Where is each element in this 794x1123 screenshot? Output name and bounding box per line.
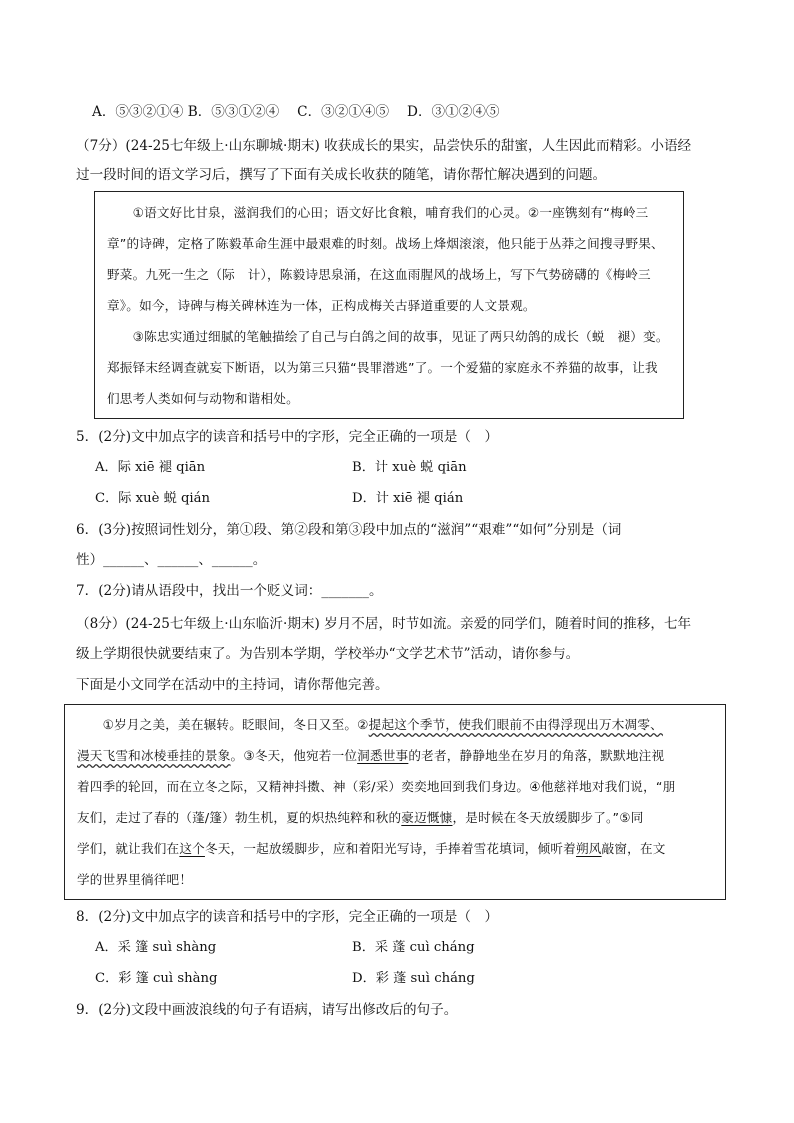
question-8: 8．(2分)文中加点字的读音和括号中的字形，完全正确的一项是（ ） [76,909,499,925]
q5-option-c: C．际 xuè 蜕 qián [95,491,210,506]
q8-option-c: C．彩 篷 cuì shàng [95,971,218,986]
passage1-line: ①语文好比甘泉，滋润我们的心田；语文好比食粮，哺育我们的心灵。②一座镌刻有“梅岭三 [107,205,649,220]
passage1-line: 野菜。九死一生之（际 计），陈毅诗思泉涌，在这血雨腥风的战场上，写下气势磅礴的《梅岭三 [107,267,651,282]
passage1-line: 章”的诗碑，定格了陈毅革命生涯中最艰难的时刻。战场上烽烟滚滚，他只能于丛莽之间搜寻野果、 [107,236,664,251]
passage2-text: 的老者，静静地坐在岁月的角落，默默地注视 [408,748,665,763]
passage2-text: ①岁月之美，美在辗转。眨眼间，冬日又至。② [77,717,369,732]
underlined-word: 这个 [179,841,205,856]
q8-option-d: D．彩 蓬 suì cháng [352,971,475,986]
passage2-line-1 [77,716,663,734]
q5-option-a: A．际 xiē 褪 qiān [95,460,206,475]
q4-options: A．⑤③②①④ B．⑤③①②④ C．③②①④⑤ D．③①②④⑤ [92,104,500,120]
question-9: 9．(2分)文段中画波浪线的句子有语病，请写出修改后的句子。 [76,1002,458,1018]
passage1-line: ③陈忠实通过细腻的笔触描绘了自己与白鸽之间的故事，见证了两只幼鸽的成长（蜕 褪）变。 [107,329,669,344]
passage2-line-3: 着四季的轮回，而在立冬之际，又精神抖擞、神（彩/采）奕奕地回到我们身边。④他慈祥地对我们说，“朋 [77,779,676,794]
section2-intro-line2: 级上学期很快就要结束了。为告别本学期，学校举办“文学艺术节”活动，请你参与。 [76,646,580,662]
underlined-word: 朔风 [575,841,602,856]
question-7: 7．(2分)请从语段中，找出一个贬义词：_______。 [76,583,383,599]
section2-intro-line1: （8分）(24-25七年级上·山东临沂·期末) 岁月不居，时节如流。亲爱的同学们，随着时间的推移，七年 [76,616,692,632]
section1-intro-line2: 过一段时间的语文学习后，撰写了下面有关成长收获的随笔，请你帮忙解决遇到的问题。 [76,167,607,183]
passage2-text: 学们，就让我们在 [77,841,180,856]
wavy-underlined-sentence: 提起这个季节，使我们眼前不由得浮现出万木凋零、 [368,717,663,732]
passage2-line-4 [77,809,644,827]
passage2-line-6: 学的世界里徜徉吧！ [77,872,193,887]
passage-box-1 [94,191,684,419]
passage2-text: 。③冬天，他宛若一位 [230,748,358,763]
question-5: 5．(2分)文中加点字的读音和括号中的字形，完全正确的一项是（ ） [76,429,499,445]
passage2-text: ，是时候在冬天放缓脚步了。”⑤同 [452,810,644,825]
passage2-text: 冬天，一起放缓脚步，应和着阳光写诗，手捧着雪花填词，倾听着 [204,841,576,856]
q8-option-a: A．采 篷 suì shàng [95,940,217,955]
passage1-line: 章》。如今，诗碑与梅关碑林连为一体，正构成梅关古驿道重要的人文景观。 [107,298,536,313]
passage-box-2 [64,704,726,900]
passage2-text: 敲窗，在文 [601,841,666,856]
q5-option-d: D．计 xiē 褪 qián [352,491,464,506]
section2-intro-line3: 下面是小文同学在活动中的主持词，请你帮他完善。 [76,677,389,693]
passage2-line-5 [77,840,666,858]
section1-intro-line1: （7分）(24-25七年级上·山东聊城·期末) 收获成长的果实，品尝快乐的甜蜜，人生因此而精彩。小语经 [76,138,692,154]
question-6-line1: 6．(3分)按照词性划分，第①段、第②段和第③段中加点的“滋润”“艰难”“如何”分别是（词 [76,522,622,538]
passage2-line-2 [77,747,664,765]
q8-option-b: B．采 蓬 cuì cháng [352,940,475,955]
q5-option-b: B．计 xuè 蜕 qiān [352,460,467,475]
underlined-word: 洞悉世事 [357,748,409,763]
passage1-line: 郑振铎末经调查就妄下断语，以为第三只猫“畏罪潜逃”了。一个爱猫的家庭永不养猫的故事，让我 [107,360,658,375]
passage1-line: 们思考人类如何与动物和谐相处。 [107,391,299,406]
wavy-underlined-sentence: 漫天飞雪和冰棱垂挂的景象 [77,748,231,763]
underlined-word: 豪迈慨慷 [401,810,453,825]
question-6-line2: 性）______、______、______。 [76,552,267,568]
passage2-text: 友们，走过了春的（蓬/篷）勃生机，夏的炽热纯粹和秋的 [77,810,402,825]
